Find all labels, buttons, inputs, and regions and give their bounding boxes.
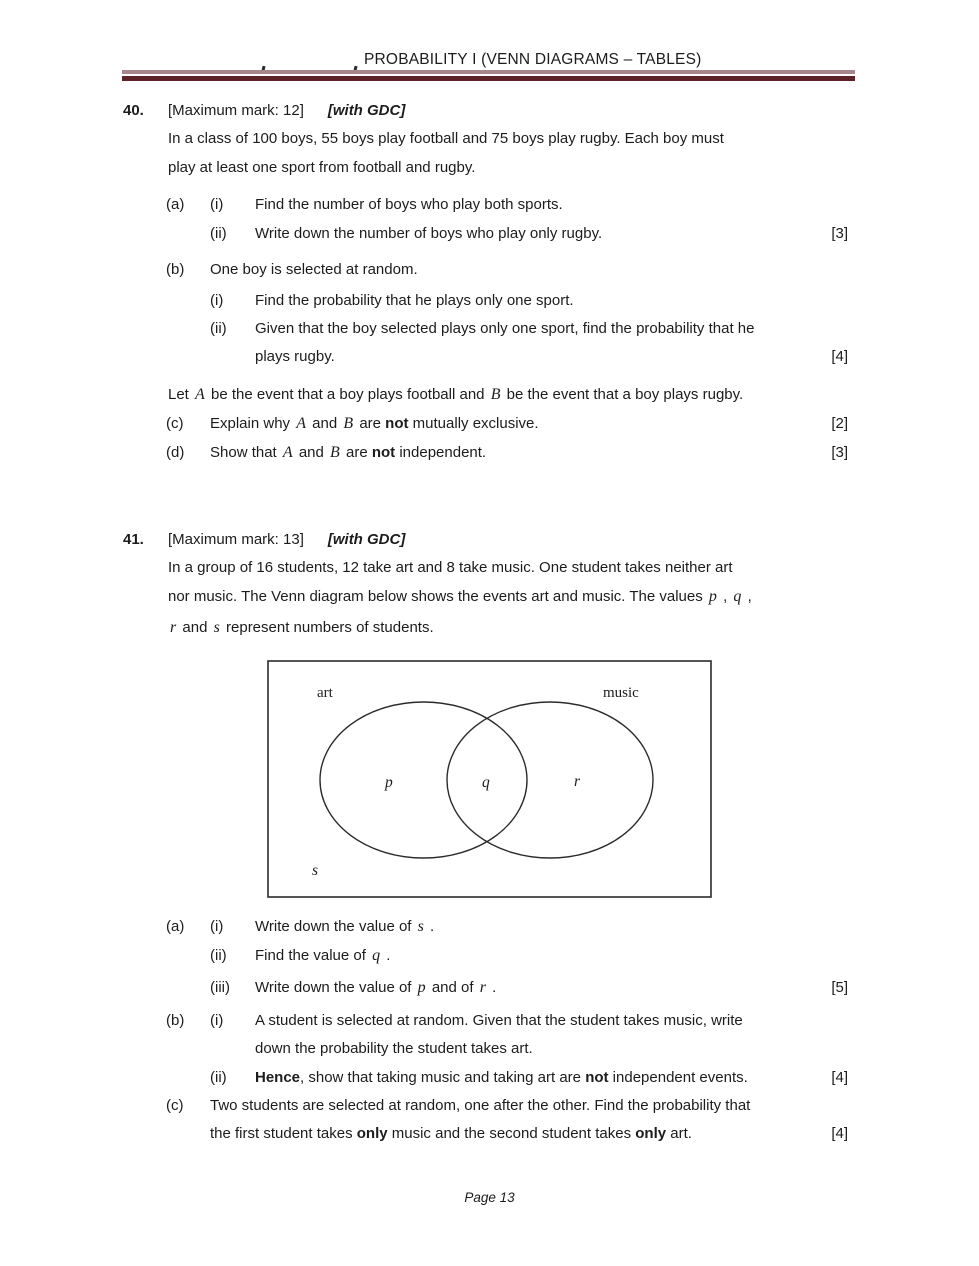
q40-a-ii-label: (ii): [210, 225, 227, 242]
q41-b-label: (b): [166, 1012, 185, 1029]
header-rule-bottom: [122, 76, 855, 81]
q40-b-label: (b): [166, 261, 185, 278]
venn-circle-music: [447, 702, 653, 858]
q41-a-i-label: (i): [210, 918, 224, 935]
worksheet-page: PROBABILITY I (VENN DIAGRAMS – TABLES) 40. [Maximum mark: 12] [with GDC] In a class of 100 boys, 55 boys play football and 75 boys play rugby. Each boy must play at least one sport from football and rugby. (a) (i) Find the number of boys who play both sports. (ii) Write down the number of boys who play only rugby. [3] (b) One boy is selected at random. (i) Find the probability that he plays only one sport. (ii) Given that the boy selected plays only one sport, find the probability that he plays rugby. [4] Let A be the event that a boy plays football and B be the event that a boy plays rugby. (c) Explain why A and B are not mutually exclusive. [2] (d) Show that A and B are not independent. [3] 41. [Maximum mark: 13] [with GDC] In a group of 16 students, 12 take art and 8 take music. One student takes neither art nor music. The Venn diagram below shows the events art and music. The values p , q , r and s represent numbers of students. art music p q r s (a) (i) Write down the value of s . (ii) Find the value of q . (iii) Write down the value of p and of r . [5] (b) (i) A student is selected at random. Given that the student takes music, write down the probability the student takes art. (ii) Hence, show that taking music and taking art are not independent events. [4] (c) Two students are selected at random, one after the other. Find the probability that the first student takes only music and the second student takes only art. [4] Page 13: [0, 0, 979, 1266]
venn-region-q: q: [482, 774, 490, 791]
venn-region-s: s: [312, 862, 319, 879]
q40-b-i-label: (i): [210, 292, 224, 309]
q40-d-marks-badge: [3]: [831, 444, 848, 461]
q40-d-label: (d): [166, 444, 185, 461]
q40-b-ii-label: (ii): [210, 320, 227, 337]
q40-c-label: (c): [166, 415, 184, 432]
q41-a-marks-badge: [5]: [831, 979, 848, 996]
q41-number: 41.: [123, 531, 144, 548]
q41-c-marks-badge: [4]: [831, 1125, 848, 1142]
venn-region-r: r: [574, 773, 581, 790]
q40-a-label: (a): [166, 196, 185, 213]
header-rule-top: [122, 70, 855, 74]
q41-max-mark: [Maximum mark: 13] [with GDC]: [168, 531, 406, 548]
q41-a-ii-label: (ii): [210, 947, 227, 964]
page-number: Page 13: [464, 1190, 515, 1205]
q40-b-marks-badge: [4]: [831, 348, 848, 365]
q41-b-ii-label: (ii): [210, 1069, 227, 1086]
q41-a-label: (a): [166, 918, 185, 935]
q41-c-label: (c): [166, 1097, 184, 1114]
q40-a-i-label: (i): [210, 196, 224, 213]
q40-a-marks-badge: [3]: [831, 225, 848, 242]
q41-b-marks-badge: [4]: [831, 1069, 848, 1086]
q41-a-iii-label: (iii): [210, 979, 230, 996]
q40-c-marks-badge: [2]: [831, 415, 848, 432]
venn-region-p: p: [385, 774, 393, 791]
page-title: PROBABILITY I (VENN DIAGRAMS – TABLES): [364, 51, 702, 68]
venn-label-art: art: [317, 685, 333, 701]
q40-number: 40.: [123, 102, 144, 119]
q41-b-i-label: (i): [210, 1012, 224, 1029]
venn-circle-art: [320, 702, 527, 858]
venn-diagram: [267, 660, 712, 898]
q40-max-mark: [Maximum mark: 12] [with GDC]: [168, 102, 406, 119]
venn-label-music: music: [603, 685, 639, 701]
